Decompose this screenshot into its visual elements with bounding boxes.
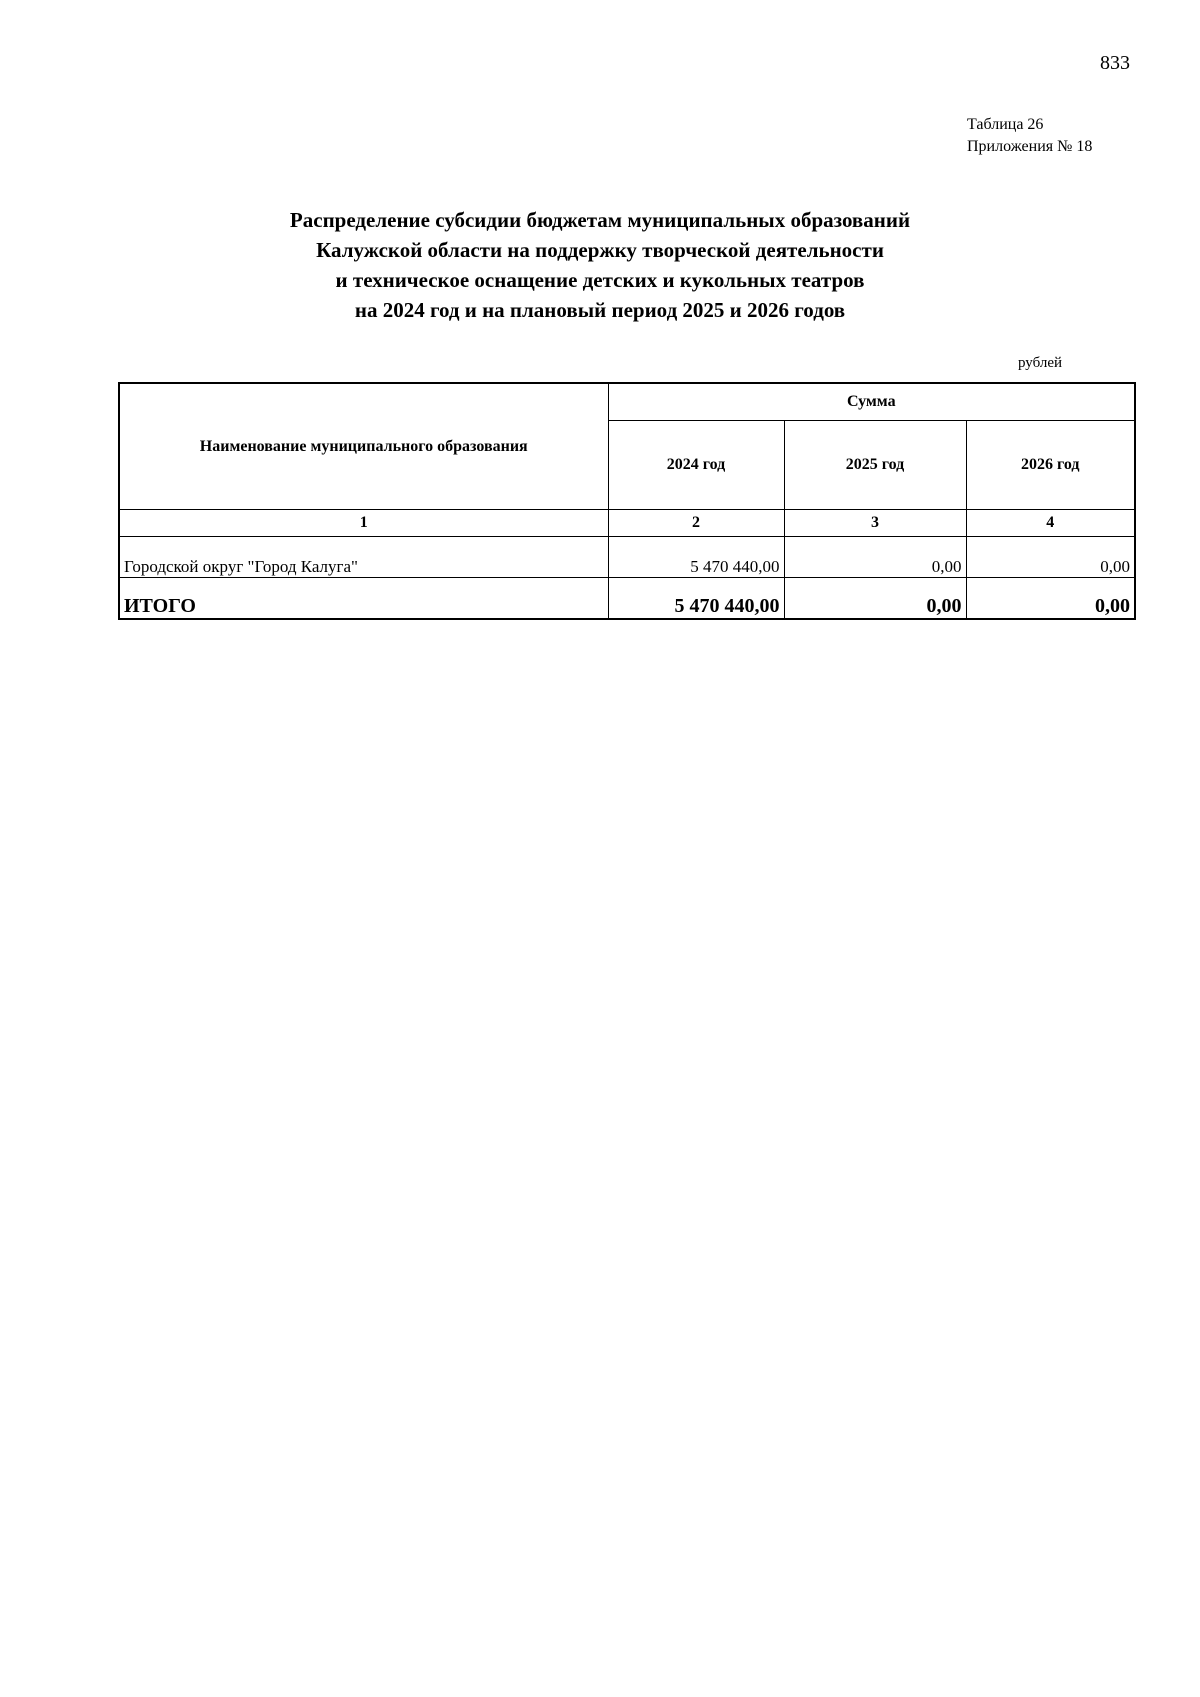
- column-number: 4: [966, 510, 1135, 537]
- total-2024: 5 470 440,00: [608, 578, 784, 620]
- amount-2026: 0,00: [966, 537, 1135, 578]
- column-number-row: [119, 510, 1135, 537]
- page-number: 833: [1100, 52, 1130, 74]
- total-row: [119, 578, 1135, 620]
- title-line-3: и техническое оснащение детских и кукольных театров: [335, 268, 865, 292]
- table-row: [119, 537, 1135, 578]
- column-number: 1: [119, 510, 608, 537]
- subsidy-table: [118, 382, 1136, 620]
- year-header-2026: 2026 год: [966, 421, 1135, 510]
- column-number: 2: [608, 510, 784, 537]
- total-label: ИТОГО: [119, 578, 608, 620]
- column-number: 3: [784, 510, 966, 537]
- total-2026: 0,00: [966, 578, 1135, 620]
- amount-2025: 0,00: [784, 537, 966, 578]
- amount-2024: 5 470 440,00: [608, 537, 784, 578]
- header-row-top: [119, 383, 1135, 421]
- table-label: Таблица 26: [967, 116, 1044, 133]
- sum-header: Сумма: [608, 383, 1135, 421]
- title-line-1: Распределение субсидии бюджетам муниципальных образований: [289, 208, 911, 232]
- document-title: [150, 205, 1050, 325]
- table-reference: [967, 114, 1092, 158]
- title-line-2: Калужской области на поддержку творческой деятельности: [316, 238, 884, 262]
- total-2025: 0,00: [784, 578, 966, 620]
- municipality-name: Городской округ "Город Калуга": [119, 537, 608, 578]
- title-line-4: на 2024 год и на плановый период 2025 и 2026 годов: [354, 298, 846, 322]
- unit-label: рублей: [1018, 355, 1063, 371]
- name-column-header: Наименование муниципального образования: [119, 383, 608, 510]
- year-header-2024: 2024 год: [608, 421, 784, 510]
- year-header-2025: 2025 год: [784, 421, 966, 510]
- appendix-label: Приложения № 18: [967, 138, 1093, 155]
